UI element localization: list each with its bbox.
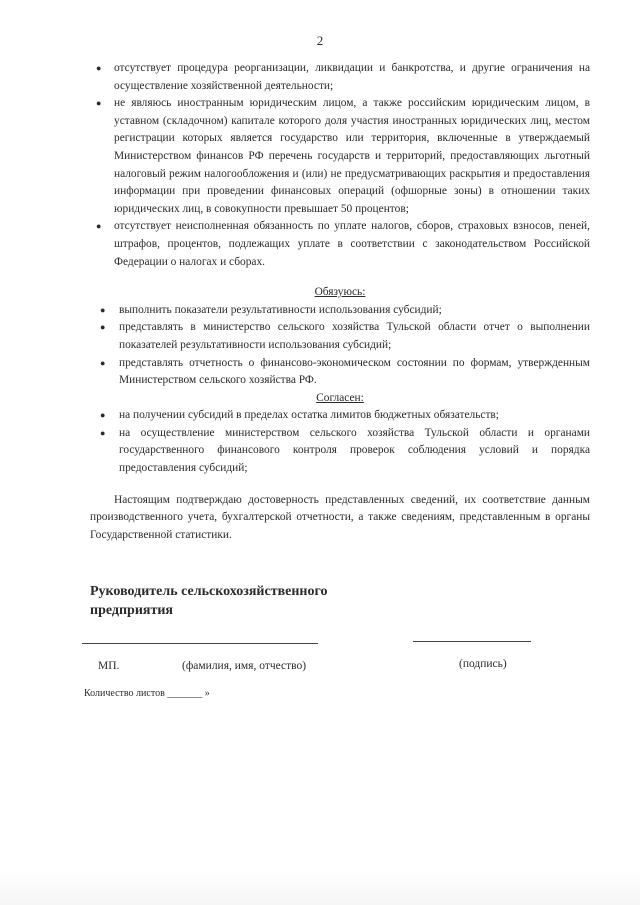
bullet-icon: ● bbox=[100, 357, 106, 368]
sheets-count: Количество листов _______ » bbox=[84, 688, 210, 699]
heading-agree: Согласен: bbox=[316, 391, 364, 404]
signature-line bbox=[413, 641, 531, 642]
bullet-icon: ● bbox=[96, 63, 102, 73]
name-line bbox=[82, 643, 318, 644]
list-item: ● на осуществление министерством сельского хозяйства Тульской области и органами государственного финансового контроля проверок соблюдения условий и порядка предоставления субсидий; bbox=[100, 426, 590, 475]
bullet-icon: ● bbox=[100, 322, 106, 333]
list-item: ● отсутствует процедура реорганизации, ликвидации и банкротства, и другие ограничения на осуществление хозяйственной деятельности; bbox=[96, 62, 590, 92]
list-item: ● не являюсь иностранным юридическим лицом, а также российским юридическим лицом, в уставном (складочном) капитале которого доля участия иностранных юридических лиц, местом регистрации которых является государство или территория, включенные в утверждаемый Министерством финансов РФ перечень государств и территорий, предоставляющих льготный налоговый режим налогообложения и (или) не предусматривающих раскрытия и предоставления информации при проведении финансовых операций (офшорные зоны) в отношении таких юридических лиц, в совокупности превышает 50 процентов; bbox=[96, 97, 590, 215]
list-item: ● отсутствует неисполненная обязанность по уплате налогов, сборов, страховых взносов, пеней, штрафов, процентов, подлежащих уплате в соответствии с законодательством Российской Федерации о налогах и сборах. bbox=[96, 220, 590, 268]
page-number: 2 bbox=[316, 33, 324, 48]
obligations-list bbox=[90, 302, 590, 390]
confirmation-paragraph: Настоящим подтверждаю достоверность представленных сведений, их соответствие данным производственного учета, бухгалтерской отчетности, а также сведениям, представленным в органы Государственной статистики. bbox=[90, 493, 590, 541]
bullet-icon: ● bbox=[96, 98, 102, 109]
bullet-icon: ● bbox=[100, 304, 106, 315]
heading-obligations: Обязуюсь: bbox=[314, 286, 366, 299]
list-item: ● выполнить показатели результативности использования субсидий; bbox=[90, 302, 590, 320]
agreement-list bbox=[90, 407, 590, 477]
conditions-list bbox=[90, 60, 590, 271]
stamp-label: МП. bbox=[98, 660, 120, 672]
list-item: ● на получении субсидий в пределах остатка лимитов бюджетных обязательств; bbox=[90, 407, 590, 425]
scan-edge bbox=[0, 870, 640, 905]
document-body bbox=[90, 60, 590, 544]
signature-title: Руководитель сельскохозяйственного предприятия bbox=[90, 584, 328, 618]
bullet-icon: ● bbox=[100, 427, 106, 438]
list-item: ● представлять отчетность о финансово-экономическом состоянии по формам, утвержденным Министерством сельского хозяйства РФ. bbox=[100, 356, 590, 387]
bullet-icon: ● bbox=[96, 221, 102, 232]
bullet-icon: ● bbox=[100, 410, 106, 421]
signature-caption: (подпись) bbox=[459, 658, 507, 670]
list-item: ● представлять в министерство сельского хозяйства Тульской области отчет о выполнении показателей результативности использования субсидий; bbox=[100, 321, 590, 351]
name-caption: (фамилия, имя, отчество) bbox=[182, 660, 307, 672]
